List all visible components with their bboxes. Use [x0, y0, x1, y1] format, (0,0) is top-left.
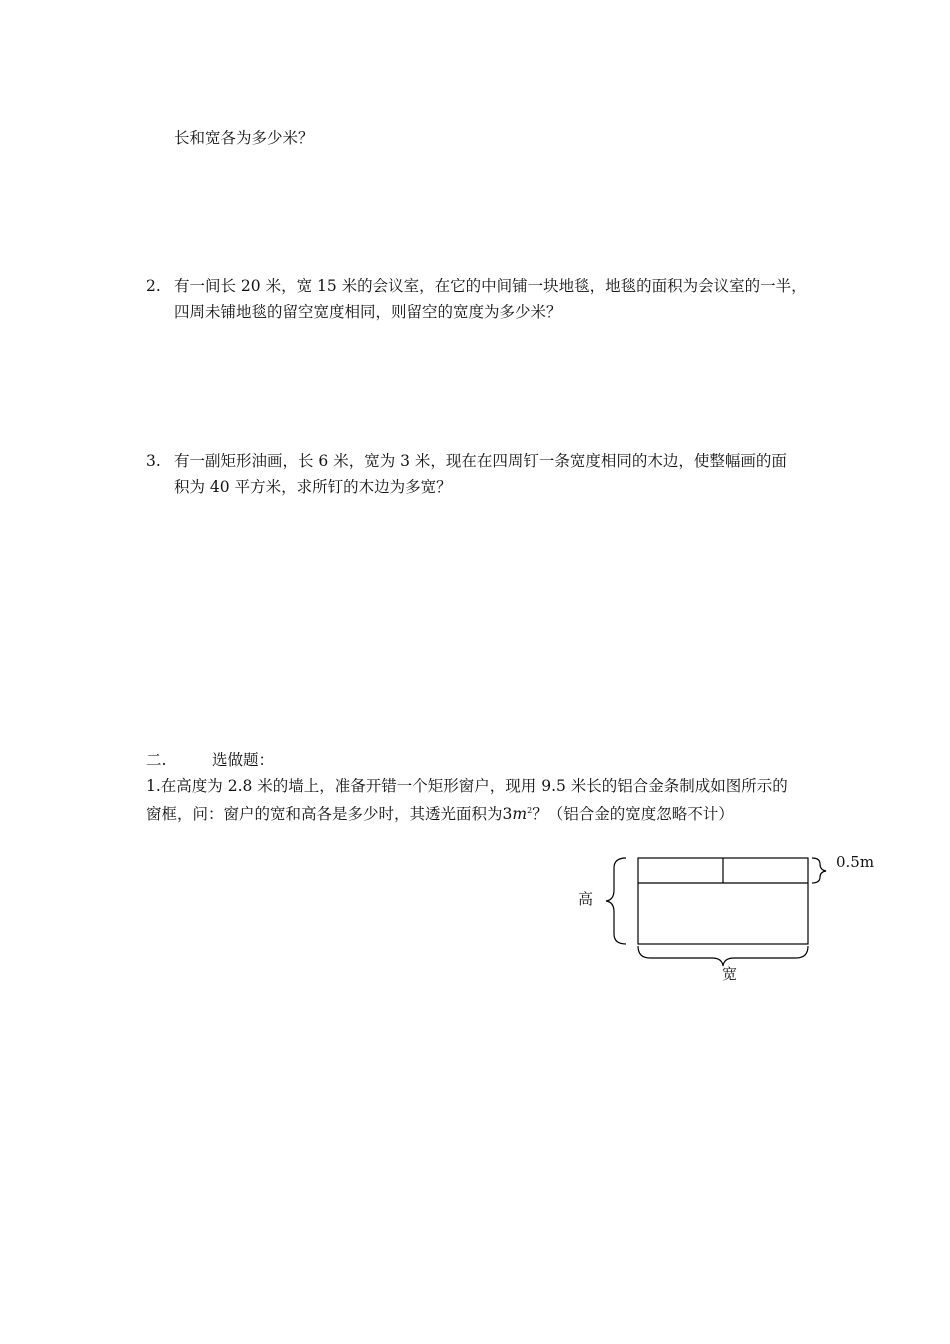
section-number: 二. [146, 751, 167, 769]
height-label: 高 [578, 890, 594, 908]
optional-q1-text-a: 窗框，问：窗户的宽和高各是多少时，其透光面积为 [146, 805, 503, 824]
area-unit: m [512, 805, 528, 824]
q3-line-1: 有一副矩形油画，长 6 米，宽为 3 米，现在在四周钉一条宽度相同的木边，使整幅画的面 [174, 452, 787, 470]
q3-line-2: 积为 40 平方米，求所钉的木边为多宽？ [174, 478, 452, 496]
height-brace [606, 858, 626, 944]
optional-q1-text-b: ？（铝合金的宽度忽略不计） [532, 805, 734, 824]
q2-number: 2. [146, 277, 161, 295]
top-section-label: 0.5m [836, 853, 875, 871]
q2-line-2: 四周未铺地毯的留空宽度相同，则留空的宽度为多少米？ [174, 303, 562, 321]
area-exponent: 2 [527, 806, 533, 815]
q2-line-1: 有一间长 20 米，宽 15 米的会议室，在它的中间铺一块地毯，地毯的面积为会议室的一半， [174, 277, 807, 295]
q1-continuation: 长和宽各为多少米？ [174, 129, 314, 147]
width-label: 宽 [722, 965, 738, 983]
area-number: 3 [502, 805, 513, 824]
width-brace [638, 946, 808, 966]
q3-number: 3. [146, 452, 161, 470]
top-section-brace [812, 858, 826, 883]
section-title: 选做题： [212, 751, 275, 769]
optional-q1-line-1: 1.在高度为 2.8 米的墙上，准备开错一个矩形窗户，现用 9.5 米长的铝合金条制成如图所示的 [146, 777, 788, 795]
